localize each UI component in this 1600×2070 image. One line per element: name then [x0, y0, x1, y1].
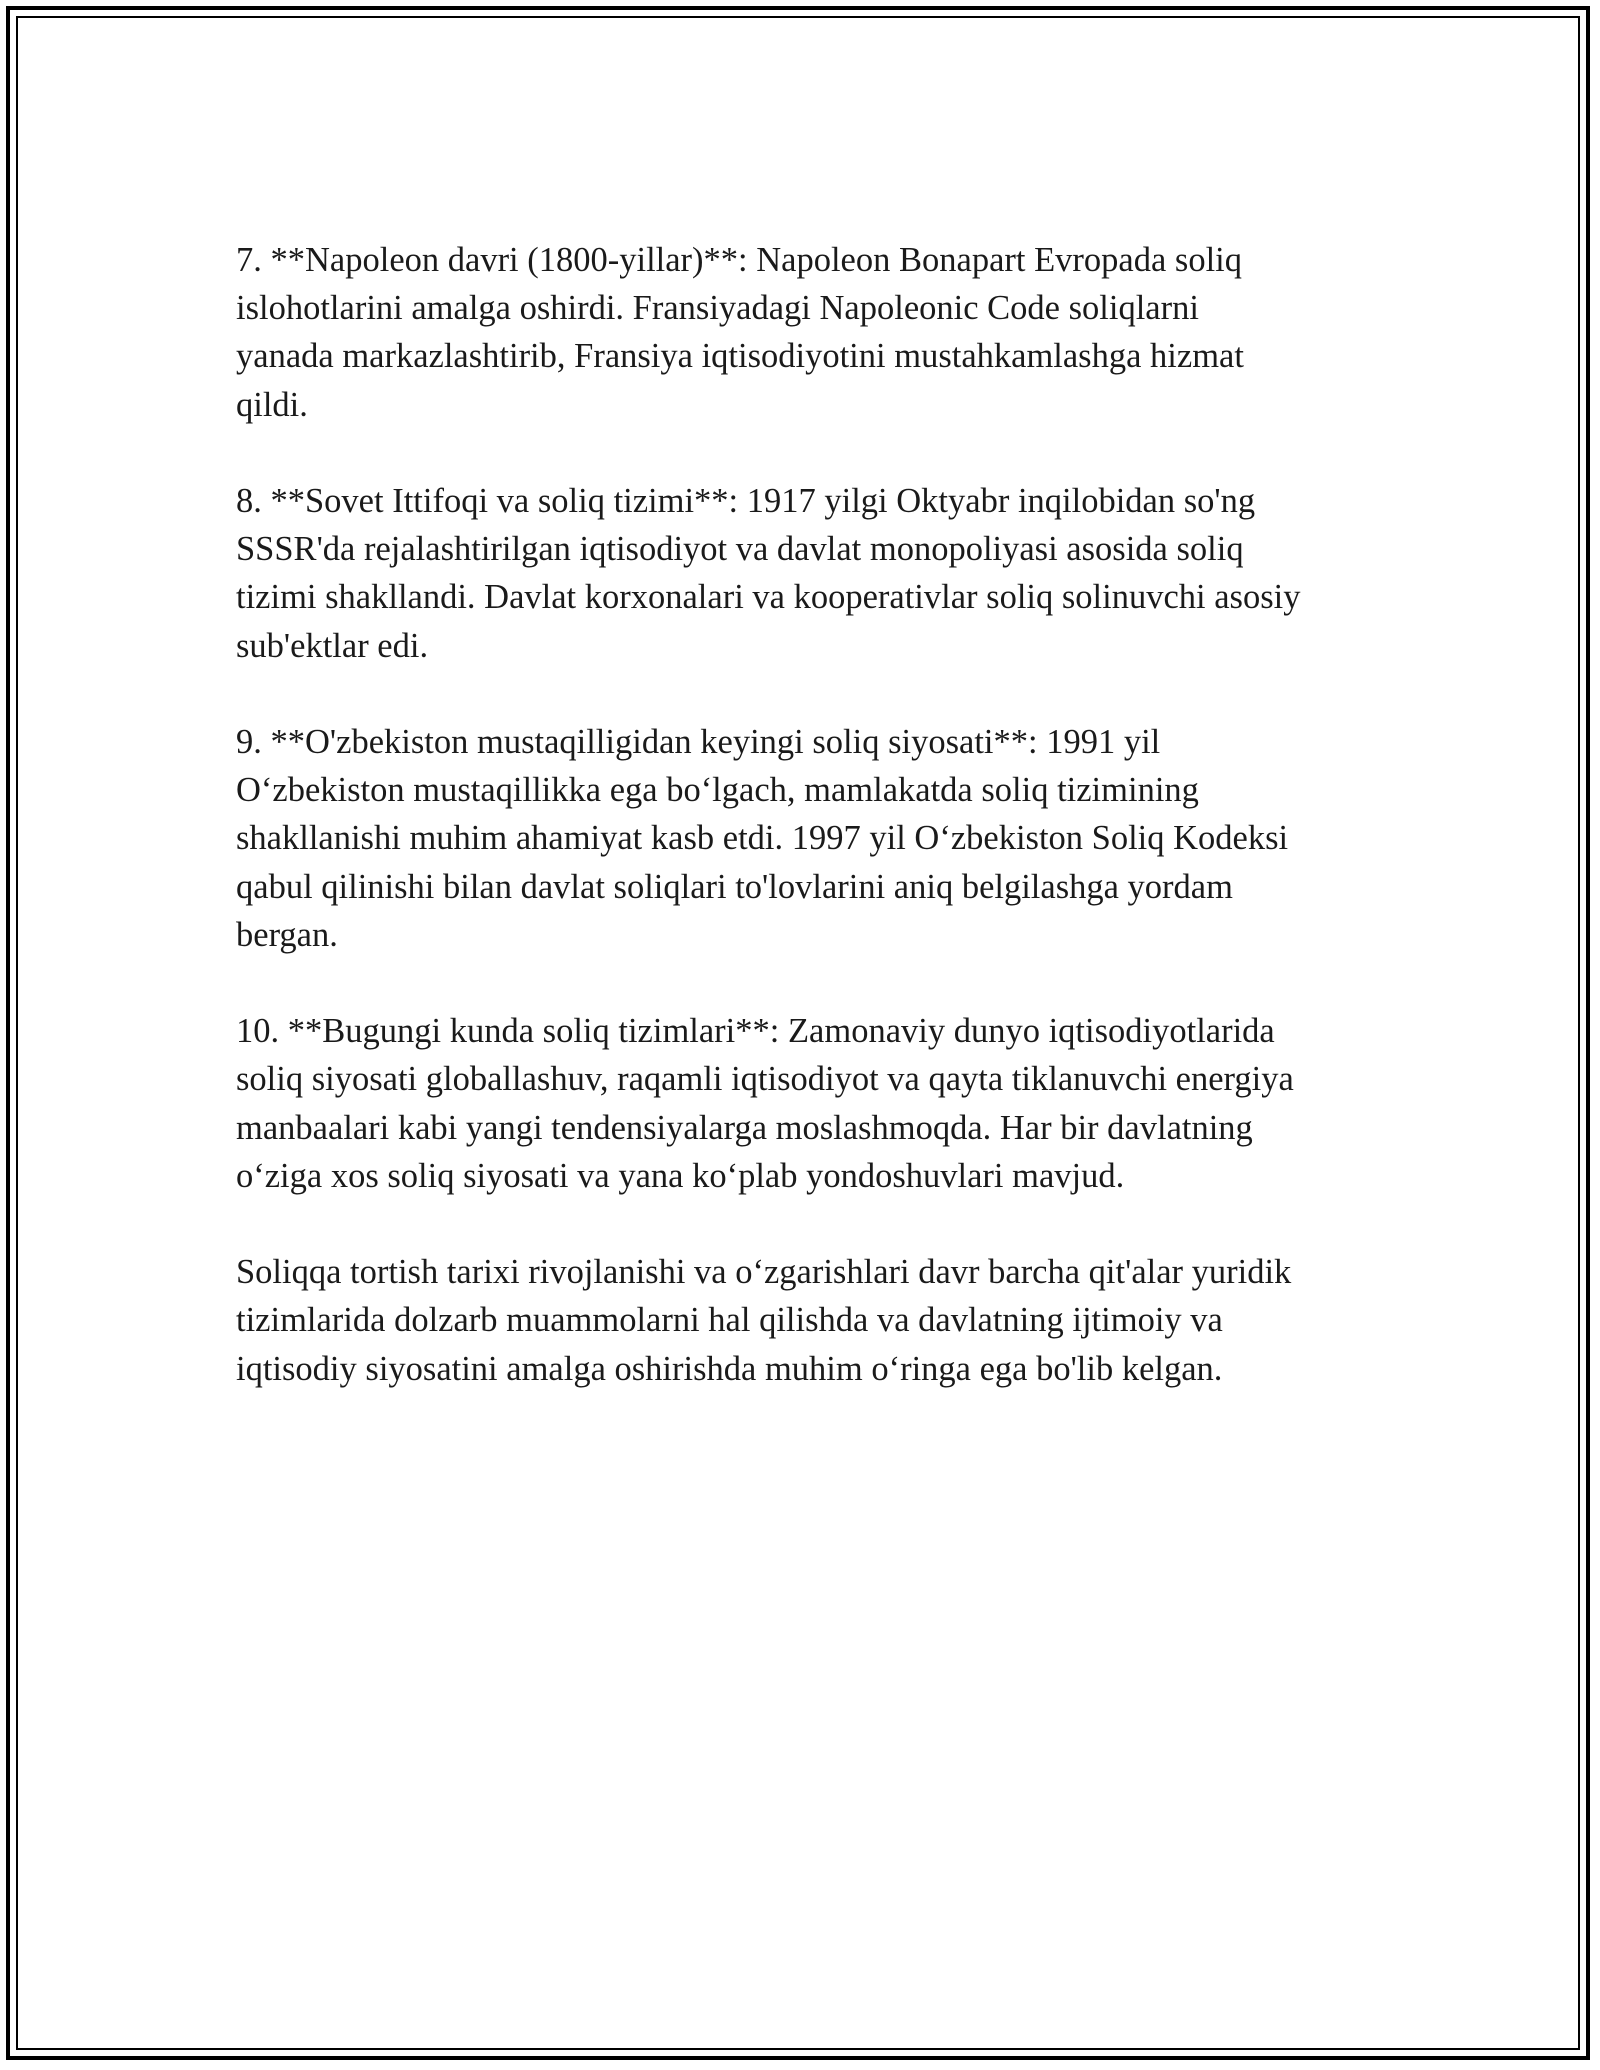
text-line: SSSR'da rejalashtirilgan iqtisodiyot va davlat monopoliyasi asosida soliq — [236, 530, 1244, 569]
text-line: islohotlarini amalga oshirdi. Fransiyadagi Napoleonic Code soliqlarni — [236, 289, 1199, 328]
paragraph-conclusion — [236, 1248, 1386, 1393]
text-line: iqtisodiy siyosatini amalga oshirishda muhim o‘ringa ega bo'lib kelgan. — [236, 1349, 1223, 1388]
paragraph-uzbekistan — [236, 718, 1386, 959]
text-line: O‘zbekiston mustaqillikka ega bo‘lgach, mamlakatda soliq tizimining — [236, 771, 1199, 810]
text-line: Soliqqa tortish tarixi rivojlanishi va o‘zgarishlari davr barcha qit'alar yuridik — [236, 1253, 1292, 1292]
paragraph-napoleon — [236, 236, 1386, 429]
text-line: qildi. — [236, 385, 308, 424]
text-line: bergan. — [236, 915, 338, 954]
text-line: 9. **O'zbekiston mustaqilligidan keyingi soliq siyosati**: 1991 yil — [236, 723, 1161, 761]
text-line: o‘ziga xos soliq siyosati va yana ko‘plab yondoshuvlari mavjud. — [236, 1156, 1125, 1195]
document-body — [236, 236, 1386, 1393]
paragraph-modern — [236, 1007, 1386, 1200]
text-line: tizimi shakllandi. Davlat korxonalari va kooperativlar soliq solinuvchi asosiy — [236, 578, 1301, 617]
text-line: manbaalari kabi yangi tendensiyalarga moslashmoqda. Har bir davlatning — [236, 1108, 1253, 1147]
paragraph-soviet — [236, 477, 1386, 670]
text-line: 7. **Napoleon davri (1800-yillar)**: Napoleon Bonapart Evropada soliq — [236, 241, 1242, 279]
text-line: 10. **Bugungi kunda soliq tizimlari**: Zamonaviy dunyo iqtisodiyotlarida — [236, 1012, 1275, 1051]
text-line: tizimlarida dolzarb muammolarni hal qilishda va davlatning ijtimoiy va — [236, 1301, 1223, 1340]
text-line: shakllanishi muhim ahamiyat kasb etdi. 1997 yil O‘zbekiston Soliq Kodeksi — [236, 819, 1289, 858]
text-line: sub'ektlar edi. — [236, 626, 429, 665]
text-line: 8. **Sovet Ittifoqi va soliq tizimi**: 1917 yilgi Oktyabr inqilobidan so'ng — [236, 482, 1256, 520]
text-line: soliq siyosati globallashuv, raqamli iqtisodiyot va qayta tiklanuvchi energiya — [236, 1060, 1294, 1099]
text-line: qabul qilinishi bilan davlat soliqlari to'lovlarini aniq belgilashga yordam — [236, 867, 1233, 906]
text-line: yanada markazlashtirib, Fransiya iqtisodiyotini mustahkamlashga hizmat — [236, 337, 1244, 376]
